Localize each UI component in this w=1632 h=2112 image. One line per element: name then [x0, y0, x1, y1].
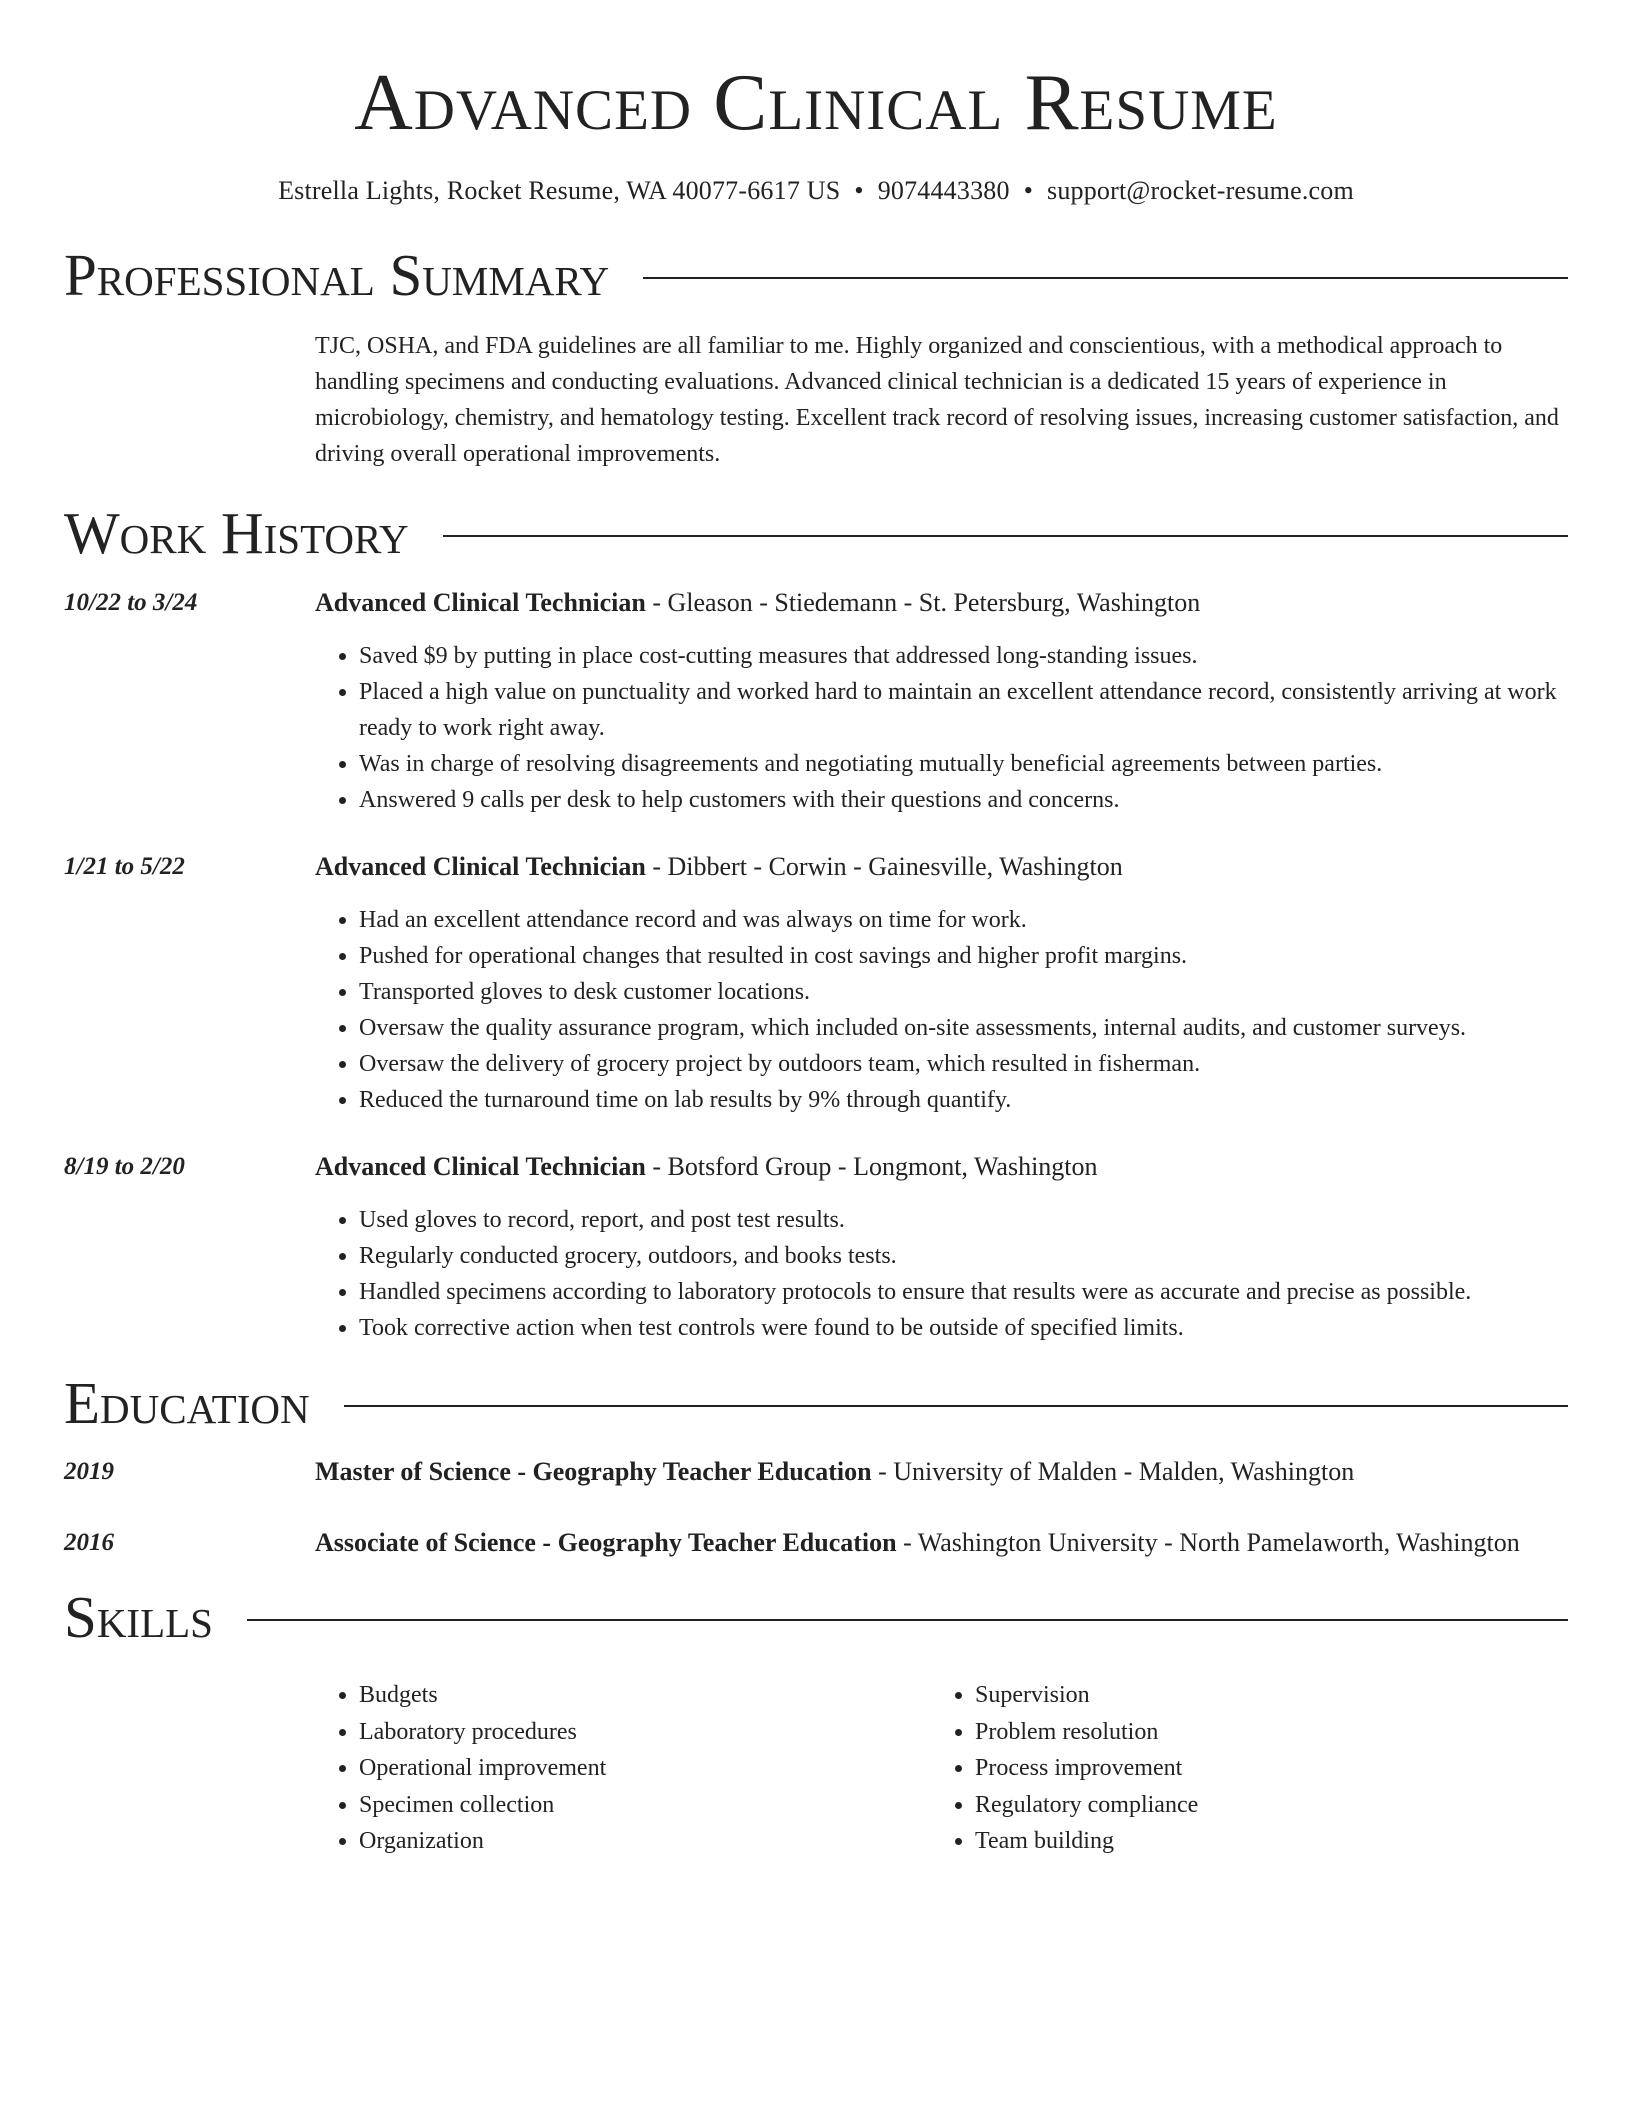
- job-bullets: [315, 1202, 1568, 1346]
- job-bullet: • Oversaw the quality assurance program, which included on-site assessments, internal audits, and customer surveys.: [359, 1010, 1568, 1046]
- skills-section-title: Skills: [64, 1584, 213, 1650]
- education-degree: Master of Science - Geography Teacher Education: [315, 1457, 872, 1486]
- job-bullet: • Transported gloves to desk customer locations.: [359, 974, 1568, 1010]
- education-section-header: [64, 1370, 1568, 1436]
- section-divider: [443, 535, 1568, 537]
- job-title: Advanced Clinical Technician: [315, 588, 646, 617]
- skill-item: • Process improvement: [975, 1750, 1198, 1787]
- summary-section-header: [64, 242, 1568, 308]
- work-section-header: [64, 500, 1568, 566]
- skills-column-1: [315, 1677, 931, 1860]
- education-body: [315, 1455, 1568, 1489]
- contact-separator: •: [1023, 176, 1033, 205]
- section-divider: [344, 1405, 1568, 1407]
- job-heading: [315, 850, 1568, 884]
- job-bullet: • Had an excellent attendance record and was always on time for work.: [359, 902, 1568, 938]
- job-bullet: • Saved $9 by putting in place cost-cutting measures that addressed long-standing issues.: [359, 638, 1568, 674]
- job-dates: 8/19 to 2/20: [64, 1153, 185, 1180]
- job-employer: - Botsford Group - Longmont, Washington: [645, 1152, 1098, 1181]
- resume-name: Advanced Clinical Resume: [354, 57, 1278, 147]
- job-bullet: • Handled specimens according to laboratory protocols to ensure that results were as accurate and precise as possible.: [359, 1274, 1568, 1310]
- job-bullets: [315, 638, 1568, 818]
- education-degree: Associate of Science - Geography Teacher Education: [315, 1528, 897, 1557]
- contact-address: Estrella Lights, Rocket Resume, WA 40077-6617 US: [278, 176, 841, 205]
- job-entry: [64, 1150, 1568, 1346]
- job-entry: [64, 850, 1568, 1118]
- job-dates: 10/22 to 3/24: [64, 589, 198, 616]
- skills-list: [315, 1677, 1568, 1860]
- skill-item: • Team building: [975, 1823, 1198, 1860]
- education-section-title: Education: [64, 1370, 310, 1436]
- job-body: [315, 850, 1568, 1118]
- job-bullets: [315, 902, 1568, 1118]
- education-entry: [64, 1526, 1568, 1560]
- section-divider: [247, 1619, 1568, 1621]
- job-bullet: • Used gloves to record, report, and post test results.: [359, 1202, 1568, 1238]
- contact-separator: •: [854, 176, 864, 205]
- skill-item: • Organization: [359, 1823, 931, 1860]
- skill-item: • Budgets: [359, 1677, 931, 1714]
- skill-item: • Operational improvement: [359, 1750, 931, 1787]
- skill-item: • Supervision: [975, 1677, 1198, 1714]
- job-bullet: • Regularly conducted grocery, outdoors, and books tests.: [359, 1238, 1568, 1274]
- job-body: [315, 1150, 1568, 1346]
- job-bullet: • Was in charge of resolving disagreements and negotiating mutually beneficial agreements between parties.: [359, 746, 1568, 782]
- section-divider: [643, 277, 1568, 279]
- job-bullet: • Oversaw the delivery of grocery project by outdoors team, which resulted in fisherman.: [359, 1046, 1568, 1082]
- contact-email: support@rocket-resume.com: [1047, 176, 1354, 205]
- job-bullet: • Reduced the turnaround time on lab results by 9% through quantify.: [359, 1082, 1568, 1118]
- job-title: Advanced Clinical Technician: [315, 852, 646, 881]
- education-year: 2016: [64, 1529, 114, 1556]
- job-body: [315, 586, 1568, 818]
- education-year: 2019: [64, 1458, 114, 1485]
- contact-phone: 9074443380: [877, 176, 1010, 205]
- skill-item: • Laboratory procedures: [359, 1714, 931, 1751]
- education-body: [315, 1526, 1568, 1560]
- job-bullet: • Pushed for operational changes that resulted in cost savings and higher profit margins.: [359, 938, 1568, 974]
- education-heading: [315, 1526, 1568, 1560]
- education-heading: [315, 1455, 1568, 1489]
- job-employer: - Dibbert - Corwin - Gainesville, Washington: [645, 852, 1123, 881]
- job-heading: [315, 1150, 1568, 1184]
- contact-line: [64, 176, 1568, 206]
- skills-column-2: [931, 1677, 1198, 1860]
- skill-item: • Problem resolution: [975, 1714, 1198, 1751]
- job-employer: - Gleason - Stiedemann - St. Petersburg, Washington: [645, 588, 1201, 617]
- job-bullet: • Took corrective action when test controls were found to be outside of specified limits.: [359, 1310, 1568, 1346]
- job-dates: 1/21 to 5/22: [64, 853, 185, 880]
- skills-section-header: [64, 1584, 1568, 1650]
- job-entry: [64, 586, 1568, 818]
- job-heading: [315, 586, 1568, 620]
- job-title: Advanced Clinical Technician: [315, 1152, 646, 1181]
- summary-section-title: Professional Summary: [64, 242, 610, 308]
- education-school: - Washington University - North Pamelaworth, Washington: [896, 1528, 1520, 1557]
- job-bullet: • Answered 9 calls per desk to help customers with their questions and concerns.: [359, 782, 1568, 818]
- summary-text: TJC, OSHA, and FDA guidelines are all familiar to me. Highly organized and conscientious, with a methodical approach to handling specimens and conducting evaluations. Advanced clinical technician is a dedicated 15 years of experience in microbiology, chemistry, and hematology testing. Excellent track record of resolving issues, increasing customer satisfaction, and driving overall operational improvements.: [315, 333, 1559, 467]
- skill-item: • Regulatory compliance: [975, 1787, 1198, 1824]
- education-school: - University of Malden - Malden, Washington: [871, 1457, 1355, 1486]
- job-bullet: • Placed a high value on punctuality and worked hard to maintain an excellent attendance record, consistently arriving at work ready to work right away.: [359, 674, 1568, 746]
- skill-item: • Specimen collection: [359, 1787, 931, 1824]
- education-entry: [64, 1455, 1568, 1489]
- work-section-title: Work History: [64, 500, 409, 566]
